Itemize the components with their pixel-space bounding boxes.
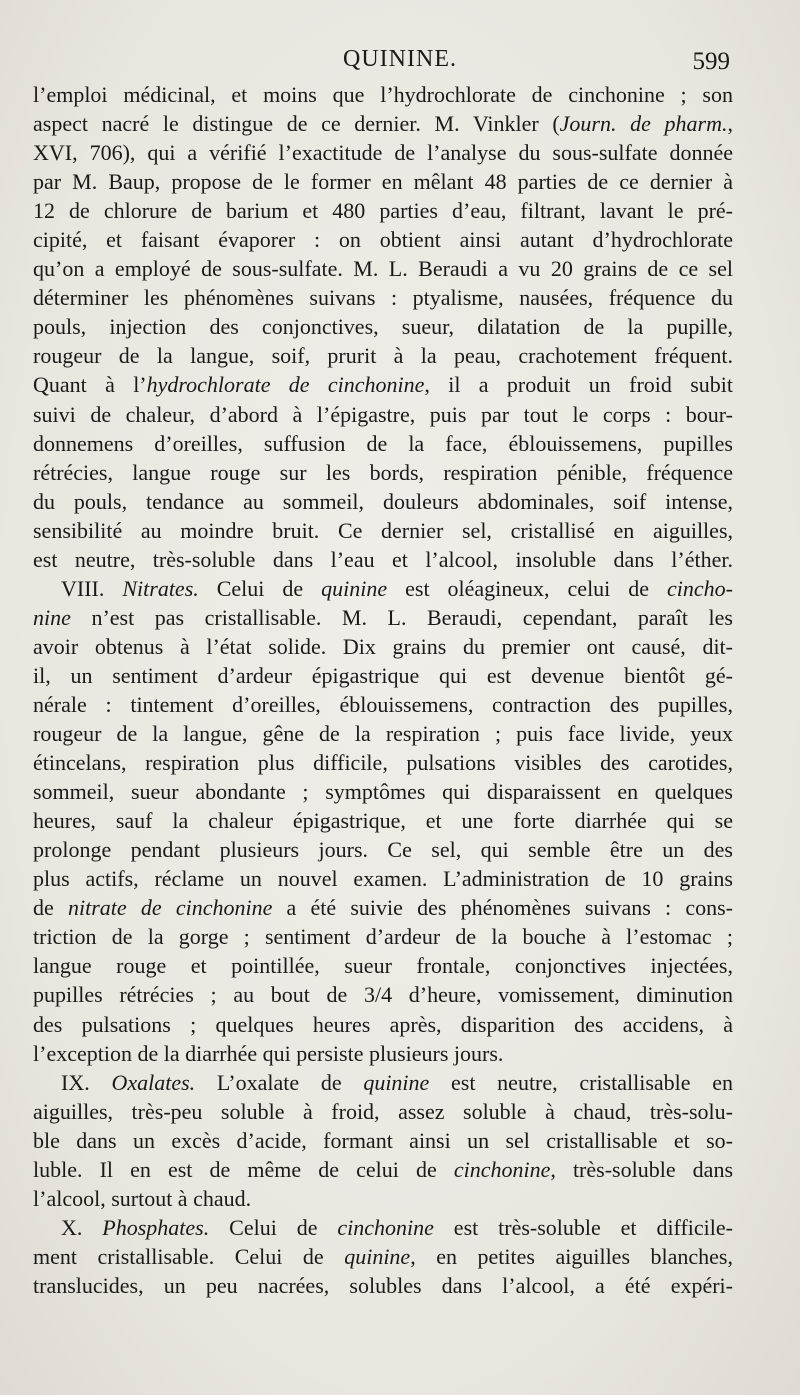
text-line (33, 603, 733, 632)
text-line (33, 196, 733, 225)
text-segment: Celui de (198, 575, 322, 601)
text-segment: VIII. (61, 575, 123, 601)
italic-text: nitrate de cinchonine (67, 895, 273, 921)
text-segment: plus actifs, réclame un nouvel examen. L’administration de 10 grains (33, 866, 733, 892)
italic-text: cincho- (667, 575, 733, 601)
text-line (33, 1068, 733, 1097)
text-segment: l’emploi médicinal, et moins que l’hydrochlorate de cinchonine ; son (33, 82, 733, 107)
text-line (33, 487, 733, 516)
text-line (33, 254, 733, 283)
text-segment: , très-soluble dans (550, 1156, 733, 1182)
text-segment: est neutre, très-soluble dans l’eau et l’alcool, insoluble dans l’éther. (33, 546, 733, 572)
text-segment: suivi de chaleur, d’abord à l’épigastre, puis par tout le corps : bour- (33, 401, 733, 427)
text-segment: étincelans, respiration plus difficile, pulsations visibles des carotides, (33, 750, 733, 776)
text-segment: 12 de chlorure de barium et 480 parties d’eau, filtrant, lavant le pré- (33, 198, 733, 224)
text-line (33, 167, 733, 196)
text-line (33, 806, 733, 835)
text-segment: rougeur de la langue, gêne de la respiration ; puis face livide, yeux (33, 721, 733, 747)
text-line (33, 458, 733, 487)
text-segment: luble. Il en est de même de celui de (33, 1156, 454, 1182)
text-segment: pupilles rétrécies ; au bout de 3/4 d’heure, vomissement, diminution (33, 982, 733, 1008)
text-segment: l’exception de la diarrhée qui persiste plusieurs jours. (33, 1040, 504, 1066)
text-segment: aiguilles, très-peu soluble à froid, assez soluble à chaud, très-solu- (33, 1098, 733, 1124)
running-title: QUININE. (343, 46, 457, 72)
text-segment: rougeur de la langue, soif, prurit à la peau, crachotement fréquent. (33, 343, 733, 369)
text-line (33, 370, 733, 399)
text-segment: de (33, 895, 68, 921)
text-segment: a été suivie des phénomènes suivans : cons- (272, 895, 733, 921)
italic-text: quinine (321, 575, 388, 601)
text-segment: prolonge pendant plusieurs jours. Ce sel, qui semble être un des (33, 837, 733, 863)
text-line (33, 1155, 733, 1184)
text-segment: translucides, un peu nacrées, solubles dans l’alcool, a été expéri- (33, 1272, 733, 1298)
italic-text: cinchonine (453, 1156, 551, 1182)
text-line (33, 1213, 733, 1242)
page-number: 599 (692, 48, 730, 75)
text-line (33, 109, 733, 138)
text-segment: IX. (61, 1069, 112, 1095)
italic-text: Phosphates. (102, 1214, 210, 1240)
text-segment: triction de la gorge ; sentiment d’ardeur de la bouche à l’estomac ; (33, 924, 733, 950)
text-segment: Celui de (209, 1214, 338, 1240)
text-segment: ble dans un excès d’acide, formant ainsi un sel cristallisable et so- (33, 1127, 733, 1153)
text-segment: déterminer les phénomènes suivans : ptyalisme, nausées, fréquence du (33, 285, 733, 311)
text-line (33, 545, 733, 574)
text-line (33, 1010, 733, 1039)
text-segment: sensibilité au moindre bruit. Ce dernier sel, cristallisé en aiguilles, (33, 517, 733, 543)
text-segment: rétrécies, langue rouge sur les bords, respiration pénible, fréquence (33, 459, 733, 485)
text-segment: X. (61, 1214, 103, 1240)
text-line (33, 225, 733, 254)
text-line (33, 951, 733, 980)
text-segment: , il a produit un froid subit (424, 372, 733, 398)
text-segment: XVI, 706), qui a vérifié l’exactitude de l’analyse du sous-sulfate donnée (33, 140, 733, 166)
text-line (33, 341, 733, 370)
text-line (33, 661, 733, 690)
text-segment: langue rouge et pointillée, sueur frontale, conjonctives injectées, (33, 953, 733, 979)
text-line (33, 80, 733, 109)
text-line (33, 893, 733, 922)
text-line (33, 864, 733, 893)
italic-text: cinchonine (337, 1214, 434, 1240)
text-line (33, 1126, 733, 1155)
text-segment: , en petites aiguilles blanches, (410, 1243, 733, 1269)
text-line (33, 690, 733, 719)
body-text (33, 80, 733, 1300)
text-segment: est neutre, cristallisable en (429, 1069, 733, 1095)
text-line (33, 574, 733, 603)
text-segment: cipité, et faisant évaporer : on obtient ainsi autant d’hydrochlorate (33, 227, 733, 253)
text-segment: il, un sentiment d’ardeur épigastrique qui est devenue bientôt gé- (33, 662, 733, 688)
text-segment: qu’on a employé de sous-sulfate. M. L. Beraudi a vu 20 grains de ce sel (33, 256, 733, 282)
text-line (33, 429, 733, 458)
text-segment: , (727, 111, 733, 137)
text-line (33, 748, 733, 777)
text-line (33, 1271, 733, 1300)
italic-text: Oxalates. (111, 1069, 196, 1095)
italic-text: nine (33, 604, 71, 630)
text-segment: donnemens d’oreilles, suffusion de la face, éblouissemens, pupilles (33, 430, 733, 456)
text-segment: par M. Baup, propose de le former en mêlant 48 parties de ce dernier à (33, 169, 733, 195)
text-segment: est très-soluble et difficile- (433, 1214, 733, 1240)
text-line (33, 835, 733, 864)
text-segment: Quant à l’ (33, 372, 147, 398)
text-line (33, 138, 733, 167)
page-header (0, 42, 800, 82)
text-line (33, 516, 733, 545)
text-line (33, 922, 733, 951)
text-line (33, 1242, 733, 1271)
text-segment: n’est pas cristallisable. M. L. Beraudi, cependant, paraît les (70, 604, 733, 630)
text-line (33, 1184, 733, 1213)
text-line (33, 719, 733, 748)
text-line (33, 283, 733, 312)
text-line (33, 1039, 733, 1068)
text-line (33, 400, 733, 429)
text-segment: heures, sauf la chaleur épigastrique, et une forte diarrhée qui se (33, 808, 733, 834)
italic-text: quinine (363, 1069, 430, 1095)
italic-text: hydrochlorate de cinchonine (146, 372, 425, 398)
text-line (33, 777, 733, 806)
italic-text: Nitrates. (122, 575, 199, 601)
text-segment: des pulsations ; quelques heures après, disparition des accidens, à (33, 1011, 733, 1037)
text-segment: du pouls, tendance au sommeil, douleurs abdominales, soif intense, (33, 488, 733, 514)
text-segment: est oléagineux, celui de (387, 575, 668, 601)
text-line (33, 1097, 733, 1126)
text-segment: nérale : tintement d’oreilles, éblouissemens, contraction des pupilles, (33, 691, 733, 717)
text-line (33, 312, 733, 341)
text-segment: l’alcool, surtout à chaud. (33, 1185, 252, 1211)
text-line (33, 632, 733, 661)
italic-text: quinine (344, 1243, 411, 1269)
text-segment: sommeil, sueur abondante ; symptômes qui disparaissent en quelques (33, 779, 733, 805)
text-segment: L’oxalate de (195, 1069, 364, 1095)
text-segment: aspect nacré le distingue de ce dernier. M. Vinkler ( (33, 111, 560, 137)
text-segment: ment cristallisable. Celui de (33, 1243, 345, 1269)
text-line (33, 980, 733, 1009)
text-segment: avoir obtenus à l’état solide. Dix grains du premier ont causé, dit- (33, 633, 733, 659)
italic-text: Journ. de pharm. (559, 111, 728, 137)
text-segment: pouls, injection des conjonctives, sueur, dilatation de la pupille, (33, 314, 733, 340)
